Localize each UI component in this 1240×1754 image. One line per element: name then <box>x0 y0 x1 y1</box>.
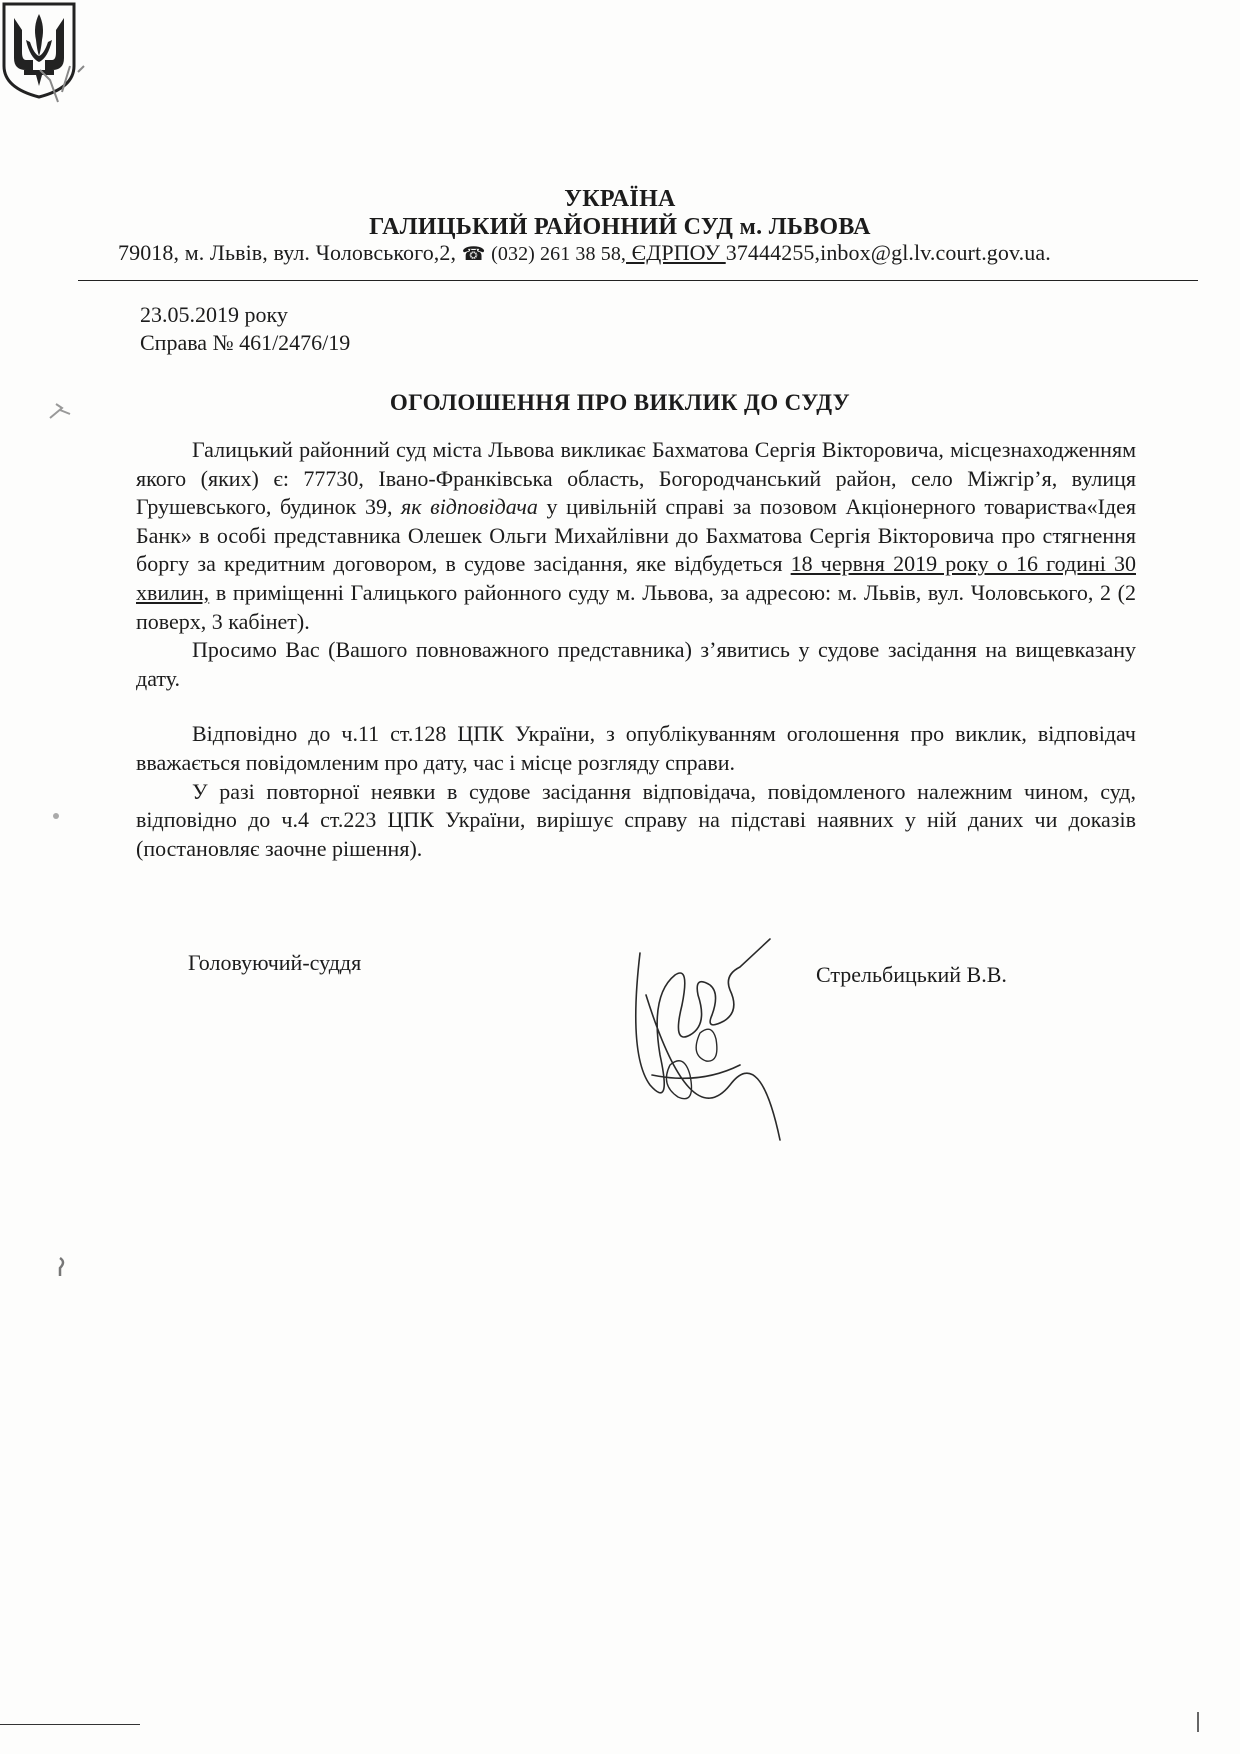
document-title: ОГОЛОШЕННЯ ПРО ВИКЛИК ДО СУДУ <box>389 390 851 415</box>
paragraph-summons <box>136 436 1136 636</box>
scan-mark <box>52 1256 68 1282</box>
handwritten-signature <box>620 935 795 1150</box>
court-contacts <box>118 240 1178 266</box>
court-name: ГАЛИЦЬКИЙ РАЙОННИЙ СУД м. ЛЬВОВА <box>369 214 871 240</box>
scan-mark <box>50 808 66 828</box>
judge-role: Головуючий-суддя <box>188 950 362 975</box>
page-edge-mark <box>1197 1712 1199 1732</box>
document-date: 23.05.2019 року <box>140 302 288 327</box>
scan-mark <box>36 62 96 112</box>
page-edge-line <box>0 1724 140 1725</box>
header-divider <box>78 280 1198 281</box>
telephone-icon: ☎ <box>461 243 486 265</box>
hearing-location: в приміщенні Галицького районного суду м. Львова, за адресою: м. Львів, вул. Чоловського, 2 (2 поверх, 3 кабінет). <box>136 579 1136 634</box>
case-number: Справа № 461/2476/19 <box>140 330 351 355</box>
paragraph-request: Просимо Вас (Вашого повноважного представника) з’явитись у судове засідання на вищевказану дату. <box>136 637 1136 691</box>
edrpou-label: ЄДРПОУ <box>626 240 726 265</box>
paragraph-notification: Відповідно до ч.11 ст.128 ЦПК України, з опублікуванням оголошення про виклик, відповідач вважається повідомленим про дату, час і місце розгляду справи. <box>136 721 1136 775</box>
court-address: 79018, м. Львів, вул. Чоловського,2, <box>118 240 457 265</box>
country-title: УКРАЇНА <box>564 186 676 212</box>
paragraph-absence: У разі повторної неявки в судове засідання відповідача, повідомленого належним чином, суд, відповідно до ч.4 ст.223 ЦПК України, вирішує справу на підставі наявних у ній даних чи доказів (постановляє заочне рішення). <box>136 778 1136 861</box>
edrpou-and-email: 37444255,inbox@gl.lv.court.gov.ua. <box>725 240 1051 265</box>
defendant-role: як відповідача <box>401 494 538 520</box>
notice-body <box>136 436 1136 863</box>
hearing-datetime: 18 червня 2019 року о 16 годині 30 хвилин, <box>136 551 1136 605</box>
judge-name: Стрельбицький В.В. <box>816 962 1007 987</box>
summons-text-cont: у цивільній справі за позовом Акціонерного товариства«Ідея Банк» в особі представника Олешек Ольги Михайлівни до Бахматова Сергія Вікторовича про стягнення боргу за кредитним договором, в судове засідання, яке відбудеться <box>136 494 1136 577</box>
summons-text: Галицький районний суд міста Львова викликає Бахматова Сергія Вікторовича, місцезнаходженням якого (яких) є: 77730, Івано-Франківська область, Богородчанський район, село Міжгір’я, вулиця Грушевського, будинок 39, <box>136 437 1136 520</box>
court-phone: (032) 261 38 58, <box>491 243 627 265</box>
